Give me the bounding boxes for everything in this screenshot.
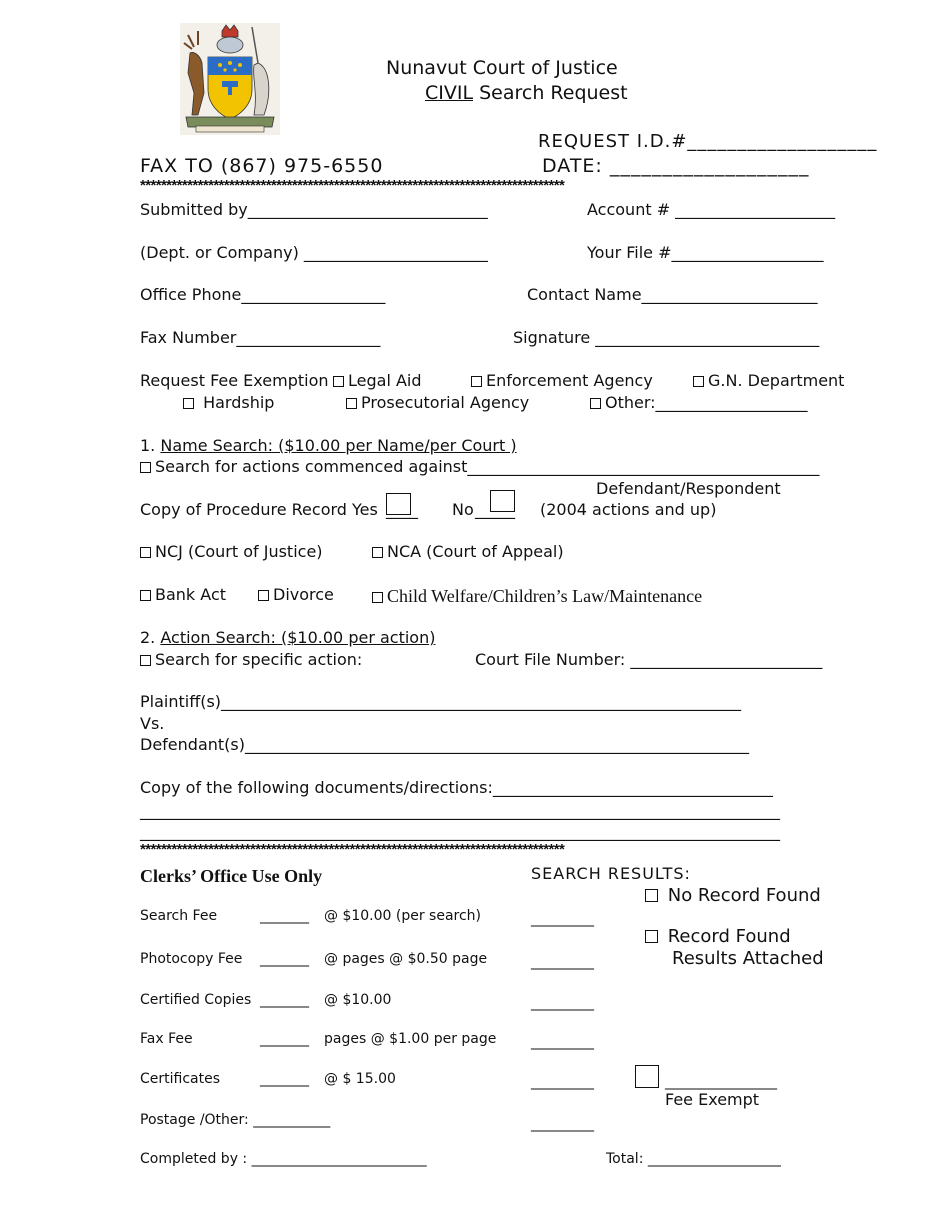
checkbox-icon[interactable] bbox=[645, 889, 658, 902]
checkbox-icon[interactable] bbox=[140, 655, 151, 666]
search-actions-label: Search for actions commenced against____________________________________________ bbox=[155, 457, 820, 476]
record-found-label: Record Found bbox=[667, 926, 791, 947]
court-file-number-field[interactable]: Court File Number: ________________________ bbox=[475, 650, 823, 669]
vs-label: Vs. bbox=[140, 714, 165, 733]
checkbox-icon[interactable] bbox=[140, 462, 151, 473]
nunavut-coat-of-arms bbox=[180, 23, 280, 135]
prosecutorial-label: Prosecutorial Agency bbox=[361, 393, 530, 412]
bank-act-label: Bank Act bbox=[155, 585, 227, 604]
fee-row-blank[interactable]: _______ bbox=[260, 908, 309, 924]
checkbox-icon[interactable] bbox=[471, 376, 482, 387]
contact-name-field[interactable]: Contact Name______________________ bbox=[527, 285, 818, 304]
office-phone-field[interactable]: Office Phone__________________ bbox=[140, 285, 386, 304]
fee-row-label[interactable]: Postage /Other: ___________ bbox=[140, 1112, 331, 1128]
other-label: Other:___________________ bbox=[605, 393, 808, 412]
fee-row-amount[interactable]: _________ bbox=[531, 995, 594, 1011]
fax-number-field[interactable]: Fax Number__________________ bbox=[140, 328, 381, 347]
prosecutorial-option[interactable] bbox=[346, 395, 529, 411]
no-record-label: No Record Found bbox=[667, 885, 821, 906]
separator-top: ********************************************************************************* bbox=[140, 177, 565, 194]
court-name: Nunavut Court of Justice bbox=[386, 57, 618, 79]
hardship-option[interactable] bbox=[183, 395, 274, 411]
search-specific-action[interactable] bbox=[140, 652, 362, 668]
fee-row-detail: @ $10.00 (per search) bbox=[324, 908, 482, 924]
ncj-option[interactable] bbox=[140, 544, 323, 560]
bank-act-option[interactable] bbox=[140, 587, 226, 603]
fee-row-amount[interactable]: _________ bbox=[531, 911, 594, 927]
separator-bottom: ********************************************************************************* bbox=[140, 841, 565, 858]
date-field[interactable]: DATE: ___________________ bbox=[542, 155, 810, 177]
documents-line-2[interactable]: ________________________________________________________________________________ bbox=[140, 822, 780, 841]
copy-documents-field[interactable]: Copy of the following documents/directions:___________________________________ bbox=[140, 778, 773, 797]
search-specific-label: Search for specific action: bbox=[155, 650, 363, 669]
checkbox-icon[interactable] bbox=[258, 590, 269, 601]
enforcement-label: Enforcement Agency bbox=[486, 371, 653, 390]
clerks-office-heading: Clerks’ Office Use Only bbox=[140, 866, 323, 886]
checkbox-icon[interactable] bbox=[346, 398, 357, 409]
checkbox-icon[interactable] bbox=[372, 547, 383, 558]
fax-to: FAX TO (867) 975-6550 bbox=[140, 155, 384, 177]
fee-row-blank[interactable]: _______ bbox=[260, 1071, 309, 1087]
action-search-heading bbox=[140, 630, 435, 646]
gn-department-option[interactable] bbox=[693, 373, 844, 389]
plaintiff-field[interactable]: Plaintiff(s)_________________________________________________________________ bbox=[140, 692, 742, 711]
fee-row-label: Certified Copies bbox=[140, 992, 252, 1008]
fee-row-amount[interactable]: _________ bbox=[531, 1034, 594, 1050]
search-request-label: Search Request bbox=[473, 82, 628, 104]
your-file-field[interactable]: Your File #___________________ bbox=[587, 243, 824, 262]
fee-row-detail: @ $ 15.00 bbox=[324, 1071, 396, 1087]
other-option[interactable] bbox=[590, 395, 808, 411]
checkbox-icon[interactable] bbox=[372, 592, 383, 603]
section-number: 1. bbox=[140, 436, 161, 455]
no-line: _____ bbox=[475, 500, 515, 519]
checkbox-icon[interactable] bbox=[590, 398, 601, 409]
no-label: No bbox=[452, 500, 474, 519]
fee-row-amount[interactable]: _________ bbox=[531, 1116, 594, 1132]
divorce-label: Divorce bbox=[273, 585, 334, 604]
legal-aid-option[interactable] bbox=[333, 373, 422, 389]
fee-row-blank[interactable]: _______ bbox=[260, 1031, 309, 1047]
fee-row-detail: @ $10.00 bbox=[324, 992, 392, 1008]
fee-row-label: Search Fee bbox=[140, 908, 218, 924]
gn-department-label: G.N. Department bbox=[708, 371, 845, 390]
record-found-option[interactable] bbox=[645, 928, 791, 946]
fee-exempt-label: Fee Exempt bbox=[665, 1090, 760, 1109]
copy-procedure-label: Copy of Procedure Record Yes bbox=[140, 500, 378, 519]
divorce-option[interactable] bbox=[258, 587, 334, 603]
name-search-title: Name Search: ($10.00 per Name/per Court ) bbox=[160, 436, 517, 455]
checkbox-icon[interactable] bbox=[183, 398, 194, 409]
civil-label: CIVIL bbox=[425, 82, 474, 104]
fee-row-amount[interactable]: _________ bbox=[531, 1074, 594, 1090]
fee-row-label: Photocopy Fee bbox=[140, 951, 243, 967]
request-id-field[interactable]: REQUEST I.D.#___________________ bbox=[538, 131, 878, 152]
checkbox-icon[interactable] bbox=[140, 590, 151, 601]
checkbox-icon[interactable] bbox=[333, 376, 344, 387]
defendant-field[interactable]: Defendant(s)_______________________________________________________________ bbox=[140, 735, 749, 754]
form-title bbox=[425, 84, 628, 103]
fee-row-label: Fax Fee bbox=[140, 1031, 193, 1047]
enforcement-option[interactable] bbox=[471, 373, 653, 389]
hardship-label: Hardship bbox=[198, 393, 275, 412]
fee-row-detail: @ pages @ $0.50 page bbox=[324, 951, 488, 967]
fee-row-detail: pages @ $1.00 per page bbox=[324, 1031, 497, 1047]
child-welfare-option[interactable] bbox=[372, 587, 702, 605]
legal-aid-label: Legal Aid bbox=[348, 371, 422, 390]
fee-row-label: Certificates bbox=[140, 1071, 221, 1087]
checkbox-icon[interactable] bbox=[645, 930, 658, 943]
fee-row-blank[interactable]: _______ bbox=[260, 992, 309, 1008]
actions-note: (2004 actions and up) bbox=[540, 500, 717, 519]
defendant-respondent-caption: Defendant/Respondent bbox=[596, 479, 781, 498]
fee-row-blank[interactable]: _______ bbox=[260, 951, 309, 967]
dept-company-field[interactable]: (Dept. or Company) _______________________ bbox=[140, 243, 488, 262]
total-field[interactable]: Total: ___________________ bbox=[606, 1151, 781, 1167]
results-attached-label: Results Attached bbox=[672, 948, 824, 969]
account-field[interactable]: Account # ____________________ bbox=[587, 200, 836, 219]
fee-exempt-line[interactable]: ________________ bbox=[665, 1074, 777, 1090]
fee-exempt-checkbox[interactable] bbox=[635, 1065, 659, 1088]
name-search-heading bbox=[140, 438, 517, 454]
yes-line: ____ bbox=[386, 500, 418, 519]
no-record-option[interactable] bbox=[645, 887, 821, 905]
child-welfare-label: Child Welfare/Children’s Law/Maintenance bbox=[387, 586, 703, 606]
submitted-by-field[interactable]: Submitted by______________________________ bbox=[140, 200, 488, 219]
ncj-label: NCJ (Court of Justice) bbox=[155, 542, 323, 561]
search-actions-against[interactable] bbox=[140, 459, 819, 475]
fee-row-amount[interactable]: _________ bbox=[531, 954, 594, 970]
checkbox-icon[interactable] bbox=[693, 376, 704, 387]
checkbox-icon[interactable] bbox=[140, 547, 151, 558]
documents-line-1[interactable]: ________________________________________________________________________________ bbox=[140, 801, 780, 820]
fee-exemption-label: Request Fee Exemption bbox=[140, 371, 329, 390]
completed-by-field[interactable]: Completed by : _________________________ bbox=[140, 1151, 427, 1167]
search-results-heading: SEARCH RESULTS: bbox=[531, 864, 691, 883]
action-search-title: Action Search: ($10.00 per action) bbox=[160, 628, 436, 647]
nca-option[interactable] bbox=[372, 544, 564, 560]
section-number: 2. bbox=[140, 628, 161, 647]
nca-label: NCA (Court of Appeal) bbox=[387, 542, 564, 561]
signature-field[interactable]: Signature ____________________________ bbox=[513, 328, 820, 347]
